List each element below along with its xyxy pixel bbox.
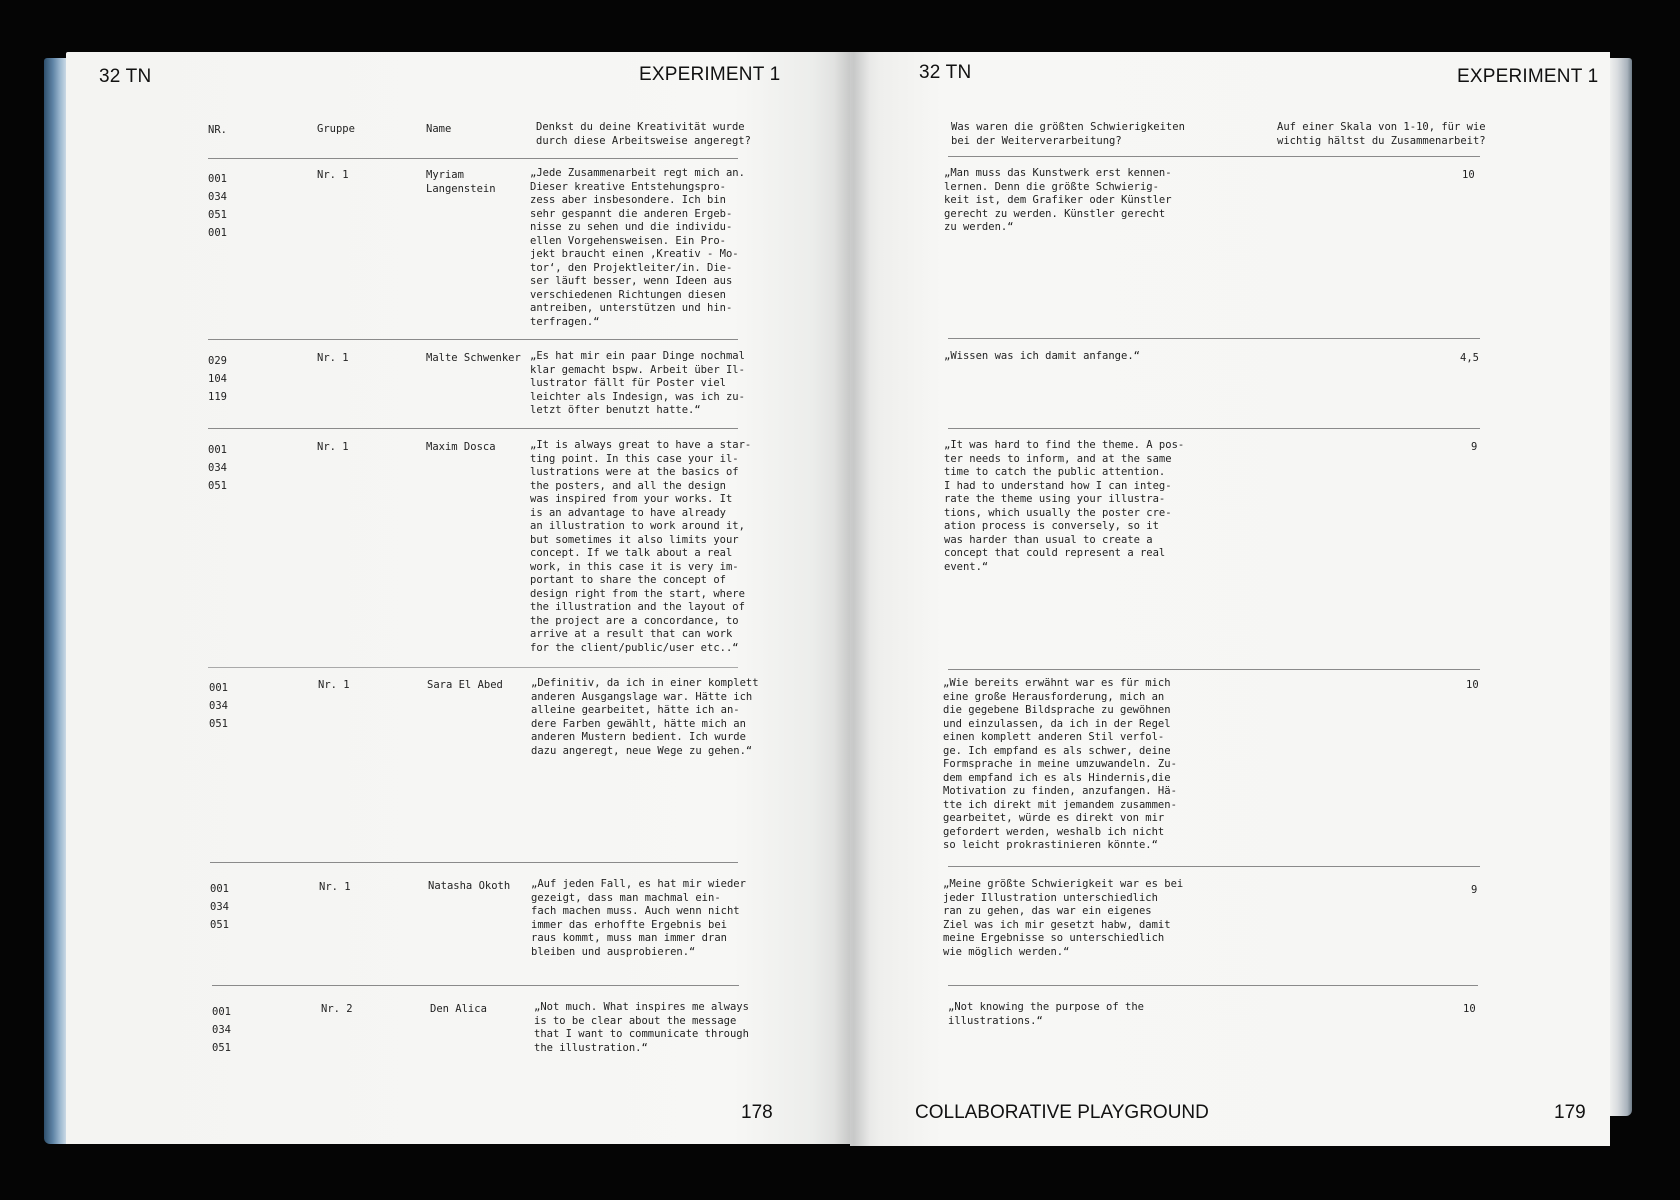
row-5-divider-right xyxy=(948,985,1478,986)
column-header-gruppe: Gruppe xyxy=(317,123,355,135)
row-5-rating: 9 xyxy=(1471,884,1478,896)
right-page-count-label: 32 TN xyxy=(919,62,972,83)
left-page-title: EXPERIMENT 1 xyxy=(639,64,781,85)
row-6-answer-creativity: „Not much. What inspires me always is to be clear about the message that I want to communicate through the illustration.“ xyxy=(534,1001,749,1054)
row-4-divider-left xyxy=(210,862,738,863)
row-3-rating: 9 xyxy=(1471,441,1478,453)
row-4-nr: 001 034 051 xyxy=(209,682,228,730)
right-page-number: 179 xyxy=(1554,1102,1586,1123)
row-5-nr: 001 034 051 xyxy=(210,883,229,931)
row-2-name: Malte Schwenker xyxy=(426,352,521,364)
row-5-answer-creativity: „Auf jeden Fall, es hat mir wieder gezeigt, dass man machmal ein- fach machen muss. Auch wenn nicht immer das erhoffte Ergebnis bei raus kommt, muss man immer dran bleiben und ausprobieren.“ xyxy=(531,878,746,958)
column-header-question-rating: Auf einer Skala von 1-10, für wie wichtig hältst du Zusammenarbeit? xyxy=(1277,121,1486,147)
row-5-answer-difficulties: „Meine größte Schwierigkeit war es bei jeder Illustration unterschiedlich ran zu gehen, das war ein eigenes Ziel was ich mir gesetzt habw, damit meine Ergebnisse so unterschiedlich wie möglich werden.“ xyxy=(943,878,1184,958)
row-1-rating: 10 xyxy=(1462,169,1475,181)
row-6-nr: 001 034 051 xyxy=(212,1006,231,1054)
row-4-answer-creativity: „Definitiv, da ich in einer komplett anderen Ausgangslage war. Hätte ich alleine gearbeitet, hätte ich an- dere Farben gewählt, hätte mich an anderen Mustern bedient. Ich wurde dazu angeregt, neue Wege zu gehen.“ xyxy=(531,677,759,757)
row-2-rating: 4,5 xyxy=(1460,352,1479,364)
column-header-question-creativity: Denkst du deine Kreativität wurde durch diese Arbeitsweise angeregt? xyxy=(536,121,751,147)
row-3-name: Maxim Dosca xyxy=(426,441,496,453)
row-4-rating: 10 xyxy=(1466,679,1479,691)
row-6-rating: 10 xyxy=(1463,1003,1476,1015)
row-6-gruppe: Nr. 2 xyxy=(321,1003,353,1015)
row-6-name: Den Alica xyxy=(430,1003,487,1015)
column-header-nr: NR. xyxy=(208,124,227,136)
right-page-footer-title: COLLABORATIVE PLAYGROUND xyxy=(915,1102,1209,1123)
row-1-answer-creativity: „Jede Zusammenarbeit regt mich an. Dieser kreative Entstehungspro- zess aber insbesondere. Ich bin sehr gespannt die anderen Ergeb- nisse zu sehen und die individu- ellen Vorgehensweisen. Ein Pro- jekt braucht einen ‚Kreativ - Mo- tor‘, den Projektleiter/in. Die- ser läuft besser, wenn Ideen aus verschiedenen Richtungen diesen antreiben, unterstützen und hin- terfragen.“ xyxy=(530,167,745,328)
row-4-name: Sara El Abed xyxy=(427,679,503,691)
row-5-gruppe: Nr. 1 xyxy=(319,881,351,893)
row-3-gruppe: Nr. 1 xyxy=(317,441,349,453)
row-1-answer-difficulties: „Man muss das Kunstwerk erst kennen- lernen. Denn die größte Schwierig- keit ist, dem Grafiker oder Künstler gerecht zu werden. Künstler gerecht zu werden.“ xyxy=(944,167,1172,233)
row-2-gruppe: Nr. 1 xyxy=(317,352,349,364)
row-5-divider-left xyxy=(212,985,739,986)
row-4-divider-right xyxy=(948,866,1480,867)
row-1-name: Myriam Langenstein xyxy=(426,169,496,195)
row-1-gruppe: Nr. 1 xyxy=(317,169,349,181)
left-page-count-label: 32 TN xyxy=(99,66,152,87)
row-3-nr: 001 034 051 xyxy=(208,444,227,492)
row-3-answer-difficulties: „It was hard to find the theme. A pos- ter needs to inform, and at the same time to catch the public attention. I had to understand how I can integ- rate the theme using your illustra- tions, which usually the poster cre- ation process is conversely, so it was harder than usual to create a concept that could represent a real event.“ xyxy=(944,439,1185,573)
row-2-divider-right xyxy=(948,428,1480,429)
left-page-number: 178 xyxy=(741,1102,773,1123)
column-header-question-difficulties: Was waren die größten Schwierigkeiten bei der Weiterverarbeitung? xyxy=(951,121,1185,147)
row-1-divider-left xyxy=(208,339,738,340)
row-3-divider-right xyxy=(948,669,1480,670)
page-edges-right xyxy=(1608,58,1632,1116)
row-6-answer-difficulties: „Not knowing the purpose of the illustrations.“ xyxy=(948,1001,1144,1027)
row-3-divider-left xyxy=(208,667,738,668)
row-4-gruppe: Nr. 1 xyxy=(318,679,350,691)
row-2-answer-creativity: „Es hat mir ein paar Dinge nochmal klar gemacht bspw. Arbeit über Il- lustrator fällt für Poster viel leichter als Indesign, was ich zu- letzt öfter benutzt hatte.“ xyxy=(530,350,745,416)
row-1-divider-right xyxy=(948,338,1480,339)
row-2-divider-left xyxy=(208,428,738,429)
right-page-title: EXPERIMENT 1 xyxy=(1457,66,1599,87)
row-2-answer-difficulties: „Wissen was ich damit anfange.“ xyxy=(944,350,1140,362)
row-3-answer-creativity: „It is always great to have a star- ting point. In this case your il- lustrations were at the basics of the posters, and all the design was inspired from your works. It is an advantage to have already an illustration to work around it, but sometimes it also limits your concept. If we talk about a real work, in this case it is very im- portant to share the concept of design right from the start, where the illustration and the layout of the project are a concordance, to arrive at a result that can work for the client/public/user etc..“ xyxy=(530,439,752,654)
header-divider-right xyxy=(948,156,1480,157)
row-5-name: Natasha Okoth xyxy=(428,880,511,892)
column-header-name: Name xyxy=(426,123,452,135)
row-2-nr: 029 104 119 xyxy=(208,355,227,403)
book-gutter xyxy=(834,52,870,1146)
header-divider-left xyxy=(208,158,738,159)
row-1-nr: 001 034 051 001 xyxy=(208,173,227,239)
row-4-answer-difficulties: „Wie bereits erwähnt war es für mich eine große Herausforderung, mich an die gegebene Bildsprache zu gewöhnen und einzulassen, da ich in der Regel einen komplett anderen Stil verfol- ge. Ich empfand es als schwer, deine Formsprache in meine umzuwandeln. Zu- dem empfand ich es als Hindernis,die Motivation zu finden, anzufangen. Hä- tte ich direkt mit jemandem zusammen- gearbeitet, würde es direkt von mir gefordert werden, weshalb ich nicht so leicht prokrastinieren könnte.“ xyxy=(943,677,1177,851)
